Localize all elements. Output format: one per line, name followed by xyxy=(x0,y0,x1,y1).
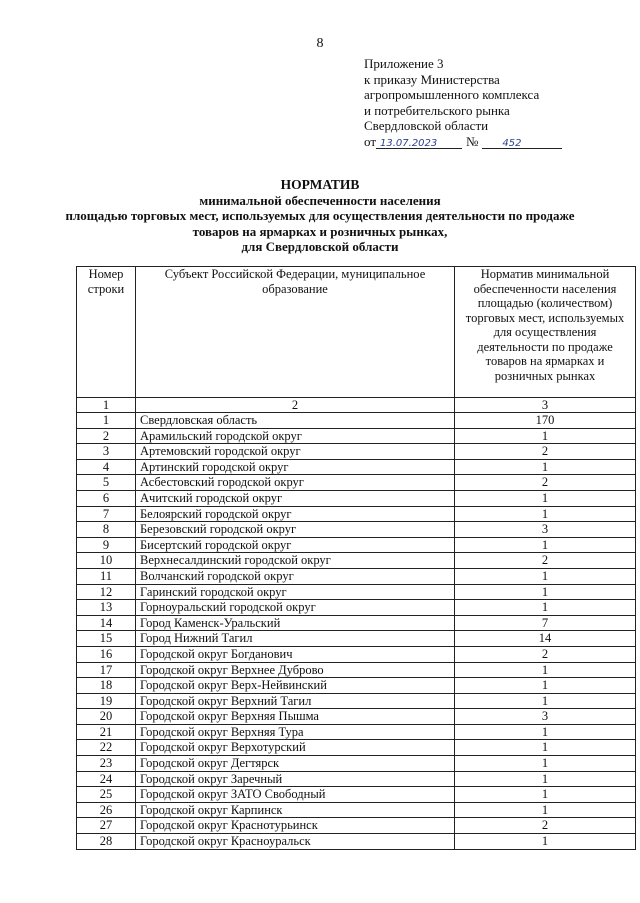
table-row xyxy=(77,615,636,631)
subject-cell: Городской округ Красноуральск xyxy=(136,834,455,850)
norm-value-cell: 1 xyxy=(455,459,636,475)
row-number-cell: 24 xyxy=(77,771,136,787)
appendix-line: к приказу Министерства xyxy=(364,71,500,87)
header-subject: Субъект Российской Федерации, муниципальное образование xyxy=(136,267,455,398)
subject-cell: Городской округ Верхняя Пышма xyxy=(136,709,455,725)
appendix-line: Свердловской области xyxy=(364,118,489,134)
norm-value-cell: 1 xyxy=(455,568,636,584)
subject-cell: Артинский городской округ xyxy=(136,459,455,475)
table-row xyxy=(77,600,636,616)
table-row xyxy=(77,678,636,694)
title-line: для Свердловской области xyxy=(241,239,399,254)
norm-value-cell: 1 xyxy=(455,662,636,678)
subject-cell: Городской округ Верхняя Тура xyxy=(136,724,455,740)
subject-cell: Артемовский городской округ xyxy=(136,444,455,460)
table-row xyxy=(77,646,636,662)
norm-value-cell: 1 xyxy=(455,506,636,522)
subject-cell: Город Каменск-Уральский xyxy=(136,615,455,631)
order-number: 452 xyxy=(502,137,522,149)
norm-value-cell: 1 xyxy=(455,802,636,818)
subject-cell: Волчанский городской округ xyxy=(136,568,455,584)
column-index-cell: 1 xyxy=(77,398,136,413)
subject-cell: Городской округ Верхнее Дуброво xyxy=(136,662,455,678)
row-number-cell: 4 xyxy=(77,459,136,475)
row-number-cell: 23 xyxy=(77,756,136,772)
row-number-cell: 22 xyxy=(77,740,136,756)
row-number-cell: 27 xyxy=(77,818,136,834)
subject-cell: Городской округ ЗАТО Свободный xyxy=(136,787,455,803)
table-row xyxy=(77,522,636,538)
row-number-cell: 9 xyxy=(77,537,136,553)
row-number-cell: 21 xyxy=(77,724,136,740)
table-header-row xyxy=(77,267,636,398)
row-number-cell: 13 xyxy=(77,600,136,616)
norm-value-cell: 1 xyxy=(455,537,636,553)
column-index-cell: 3 xyxy=(455,398,636,413)
norm-table xyxy=(76,266,636,850)
table-row xyxy=(77,584,636,600)
row-number-cell: 12 xyxy=(77,584,136,600)
table-row xyxy=(77,428,636,444)
norm-value-cell: 1 xyxy=(455,490,636,506)
row-number-cell: 7 xyxy=(77,506,136,522)
row-number-cell: 15 xyxy=(77,631,136,647)
subject-cell: Верхнесалдинский городской округ xyxy=(136,553,455,569)
table-row xyxy=(77,662,636,678)
title-line: площадью торговых мест, используемых для осуществления деятельности по продаже xyxy=(65,208,575,223)
subject-cell: Гаринский городской округ xyxy=(136,584,455,600)
row-number-cell: 1 xyxy=(77,413,136,429)
subject-cell: Березовский городской округ xyxy=(136,522,455,538)
document-title xyxy=(0,177,640,255)
table-row xyxy=(77,756,636,772)
order-reference xyxy=(364,134,562,150)
appendix-line: Приложение 3 xyxy=(364,56,444,71)
table-row xyxy=(77,818,636,834)
appendix-block xyxy=(364,56,562,150)
subject-cell: Городской округ Богданович xyxy=(136,646,455,662)
norm-value-cell: 1 xyxy=(455,740,636,756)
norm-value-cell: 7 xyxy=(455,615,636,631)
subject-cell: Городской округ Верх-Нейвинский xyxy=(136,678,455,694)
norm-value-cell: 1 xyxy=(455,834,636,850)
table-row xyxy=(77,802,636,818)
title-main: НОРМАТИВ xyxy=(280,177,360,192)
row-number-cell: 5 xyxy=(77,475,136,491)
table-row xyxy=(77,553,636,569)
subject-cell: Арамильский городской округ xyxy=(136,428,455,444)
table-row xyxy=(77,459,636,475)
number-prefix: № xyxy=(466,133,479,149)
row-number-cell: 8 xyxy=(77,522,136,538)
row-number-cell: 3 xyxy=(77,444,136,460)
column-index-cell: 2 xyxy=(136,398,455,413)
norm-value-cell: 1 xyxy=(455,428,636,444)
table-row xyxy=(77,413,636,429)
appendix-line: и потребительского рынка xyxy=(364,102,510,118)
row-number-cell: 20 xyxy=(77,709,136,725)
norm-value-cell: 1 xyxy=(455,600,636,616)
table-row xyxy=(77,787,636,803)
row-number-cell: 26 xyxy=(77,802,136,818)
row-number-cell: 10 xyxy=(77,553,136,569)
subject-cell: Городской округ Краснотурьинск xyxy=(136,818,455,834)
table-row xyxy=(77,568,636,584)
norm-value-cell: 3 xyxy=(455,709,636,725)
page-number: 8 xyxy=(316,36,324,51)
number-field xyxy=(482,134,562,149)
norm-value-cell: 170 xyxy=(455,413,636,429)
row-number-cell: 28 xyxy=(77,834,136,850)
table-row xyxy=(77,444,636,460)
table-row xyxy=(77,709,636,725)
norm-value-cell: 2 xyxy=(455,553,636,569)
appendix-line: агропромышленного комплекса xyxy=(364,87,540,103)
subject-cell: Горноуральский городской округ xyxy=(136,600,455,616)
date-prefix: от xyxy=(364,133,377,149)
subject-cell: Городской округ Заречный xyxy=(136,771,455,787)
header-norm: Норматив минимальной обеспеченности населения площадью (количеством) торговых мест, используемых для осуществления деятельности по продаже товаров на ярмарках и розничных рынках xyxy=(455,267,636,398)
table-row xyxy=(77,693,636,709)
table-row xyxy=(77,740,636,756)
table-row xyxy=(77,490,636,506)
subject-cell: Ачитский городской округ xyxy=(136,490,455,506)
subject-cell: Белоярский городской округ xyxy=(136,506,455,522)
table-row xyxy=(77,724,636,740)
row-number-cell: 14 xyxy=(77,615,136,631)
column-index-row xyxy=(77,398,636,413)
row-number-cell: 11 xyxy=(77,568,136,584)
row-number-cell: 19 xyxy=(77,693,136,709)
norm-value-cell: 2 xyxy=(455,475,636,491)
subject-cell: Город Нижний Тагил xyxy=(136,631,455,647)
subject-cell: Бисертский городской округ xyxy=(136,537,455,553)
order-date: 13.07.2023 xyxy=(380,137,438,149)
row-number-cell: 16 xyxy=(77,646,136,662)
row-number-cell: 18 xyxy=(77,678,136,694)
norm-value-cell: 3 xyxy=(455,522,636,538)
norm-value-cell: 1 xyxy=(455,693,636,709)
table-row xyxy=(77,631,636,647)
norm-value-cell: 1 xyxy=(455,584,636,600)
date-field xyxy=(376,134,462,149)
table-row xyxy=(77,834,636,850)
subject-cell: Свердловская область xyxy=(136,413,455,429)
norm-value-cell: 1 xyxy=(455,787,636,803)
title-line: товаров на ярмарках и розничных рынках, xyxy=(192,223,448,239)
norm-value-cell: 2 xyxy=(455,646,636,662)
table-row xyxy=(77,537,636,553)
title-line: минимальной обеспеченности населения xyxy=(199,192,441,208)
norm-value-cell: 1 xyxy=(455,724,636,740)
subject-cell: Городской округ Верхотурский xyxy=(136,740,455,756)
norm-value-cell: 14 xyxy=(455,631,636,647)
table-body xyxy=(77,398,636,850)
norm-value-cell: 1 xyxy=(455,771,636,787)
table-row xyxy=(77,771,636,787)
table-row xyxy=(77,506,636,522)
norm-value-cell: 2 xyxy=(455,818,636,834)
table-row xyxy=(77,475,636,491)
subject-cell: Городской округ Дегтярск xyxy=(136,756,455,772)
norm-value-cell: 2 xyxy=(455,444,636,460)
row-number-cell: 2 xyxy=(77,428,136,444)
row-number-cell: 6 xyxy=(77,490,136,506)
header-row-number: Номер строки xyxy=(77,267,136,398)
row-number-cell: 17 xyxy=(77,662,136,678)
norm-value-cell: 1 xyxy=(455,678,636,694)
row-number-cell: 25 xyxy=(77,787,136,803)
subject-cell: Городской округ Верхний Тагил xyxy=(136,693,455,709)
subject-cell: Асбестовский городской округ xyxy=(136,475,455,491)
norm-value-cell: 1 xyxy=(455,756,636,772)
subject-cell: Городской округ Карпинск xyxy=(136,802,455,818)
